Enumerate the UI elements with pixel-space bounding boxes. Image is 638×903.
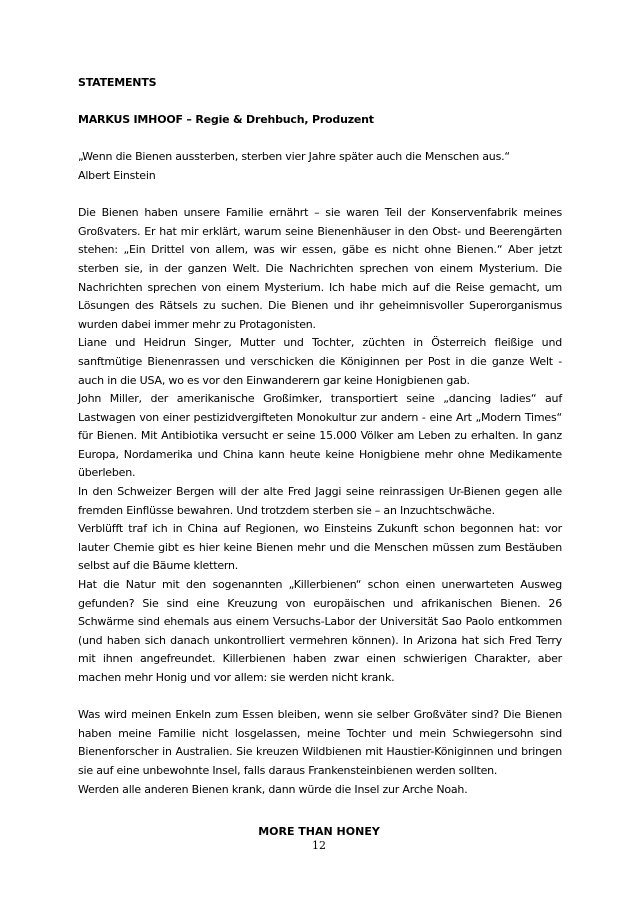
page-number: 12 bbox=[312, 839, 326, 852]
footer-title: MORE THAN HONEY bbox=[258, 825, 380, 838]
paragraph: John Miller, der amerikanische Großimker, transportiert seine „dancing ladies“ auf Lastwagen von einer pestizidvergifteten Monokultur zur andern - eine Art „Modern Times“ für Bienen. Mit Antibiotika versucht er seine 15.000 Völker am Leben zu erhalten. In ganz Europa, Nordamerika und China kann heute keine Honigbiene mehr ohne Medikamente überleben. bbox=[78, 392, 562, 480]
epigraph bbox=[78, 148, 562, 185]
paragraph: Die Bienen haben unsere Familie ernährt – sie waren Teil der Konservenfabrik meines Großvaters. Er hat mir erklärt, warum seine Bienenhäuser in den Obst- und Beerengärten stehen: „Ein Drittel von allem, was wir essen, gäbe es nicht ohne Bienen.“ Aber jetzt sterben sie, in der ganzen Welt. Die Nachrichten sprechen von einem Mysterium. Die Nachrichten sprechen von einem Mysterium. Ich habe mich auf die Reise gemacht, um Lösungen des Rätsels zu suchen. Die Bienen und ihr geheimnisvoller Superorganismus wurden dabei immer mehr zu Protagonisten. bbox=[78, 206, 562, 331]
paragraph: Was wird meinen Enkeln zum Essen bleiben, wenn sie selber Großväter sind? Die Bienen haben meine Familie nicht losgelassen, meine Tochter und mein Schwiegersohn sind Bienenforscher in Australien. Sie kreuzen Wildbienen mit Haustier-Königinnen und bringen sie auf eine unbewohnte Insel, falls daraus Frankensteinbienen werden sollten. bbox=[78, 708, 562, 777]
paragraph: Hat die Natur mit den sogenannten „Killerbienen“ schon einen unerwarteten Ausweg gefunden? Sie sind eine Kreuzung von europäischen und afrikanischen Bienen. 26 Schwärme sind ehemals aus einem Versuchs-Labor der Universität Sao Paolo entkommen (und haben sich danach unkontrolliert vermehren können). In Arizona hat sich Fred Terry mit ihnen angefreundet. Killerbienen haben zwar einen schwierigen Charakter, aber machen mehr Honig und vor allem: sie werden nicht krank. bbox=[78, 578, 562, 684]
paragraph: Verblüfft traf ich in China auf Regionen, wo Einsteins Zukunft schon begonnen hat: vor lauter Chemie gibt es hier keine Bienen mehr und die Menschen müssen zum Bestäuben selbst auf die Bäume klettern. bbox=[78, 522, 562, 573]
section-heading: STATEMENTS bbox=[78, 76, 157, 89]
statement-section-1 bbox=[78, 204, 562, 687]
paragraph: In den Schweizer Bergen will der alte Fred Jaggi seine reinrassigen Ur-Bienen gegen alle fremden Einflüsse bewahren. Und trotzdem sterben sie – an Inzuchtschwäche. bbox=[78, 485, 562, 517]
epigraph-quote: „Wenn die Bienen aussterben, sterben vier Jahre später auch die Menschen aus.“ bbox=[78, 150, 510, 164]
paragraph: Liane und Heidrun Singer, Mutter und Tochter, züchten in Österreich fleißige und sanftmütige Bienenrassen und verschicken die Königinnen per Post in die ganze Welt - auch in die USA, wo es vor den Einwanderern gar keine Honigbienen gab. bbox=[78, 336, 562, 387]
statement-section-2 bbox=[78, 706, 562, 799]
speaker-heading: MARKUS IMHOOF – Regie & Drehbuch, Produzent bbox=[78, 113, 374, 127]
paragraph: Werden alle anderen Bienen krank, dann würde die Insel zur Arche Noah. bbox=[78, 782, 468, 796]
document-body bbox=[78, 74, 562, 799]
epigraph-author: Albert Einstein bbox=[78, 168, 156, 182]
